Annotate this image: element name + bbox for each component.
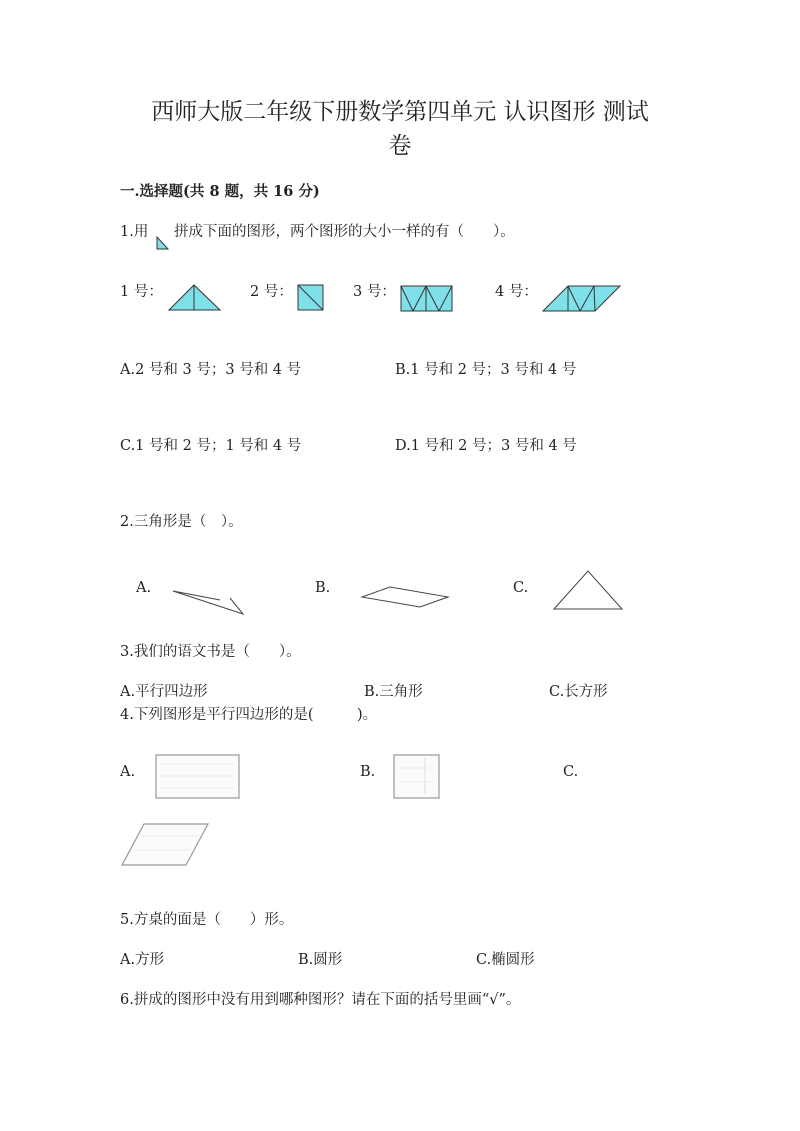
q3-option-c[interactable]: C.长方形	[549, 684, 608, 700]
q3-text: 3.我们的语文书是（ ）。	[120, 644, 301, 660]
q2-figure-c	[552, 569, 624, 611]
q5-option-c[interactable]: C.椭圆形	[476, 952, 535, 968]
q3-option-b[interactable]: B.三角形	[364, 684, 423, 700]
q6-text: 6.拼成的图形中没有用到哪种图形？请在下面的括号里画“√”。	[120, 992, 521, 1008]
page-title-line2: 卷	[388, 133, 412, 159]
page-title-line1: 西师大版二年级下册数学第四单元 认识图形 测试	[151, 99, 649, 125]
q1-figure-4	[542, 285, 622, 313]
q1-option-d[interactable]: D.1 号和 2 号；3 号和 4 号	[395, 438, 577, 454]
q2-figure-b	[360, 585, 450, 609]
q1-text: 拼成下面的图形，两个图形的大小一样的有（ ）。	[174, 224, 515, 240]
section-heading: 一.选择题(共 8 题，共 16 分)	[120, 183, 320, 200]
q5-option-a[interactable]: A.方形	[120, 952, 165, 968]
small-triangle-icon	[156, 236, 170, 250]
q2-option-c[interactable]: C.	[513, 580, 529, 596]
q1-fig2-label: 2 号：	[250, 284, 293, 300]
q4-figure-b	[393, 754, 441, 800]
q4-option-a[interactable]: A.	[120, 764, 136, 780]
q4-option-b[interactable]: B.	[360, 764, 376, 780]
q4-text: 4.下列图形是平行四边形的是( )。	[120, 707, 378, 723]
q1-option-a[interactable]: A.2 号和 3 号；3 号和 4 号	[120, 362, 302, 378]
q1-fig1-label: 1 号：	[120, 284, 163, 300]
q1-figure-2	[297, 284, 325, 312]
q1-fig4-label: 4 号：	[495, 284, 538, 300]
q5-text: 5.方桌的面是（ ）形。	[120, 912, 294, 928]
q2-option-b[interactable]: B.	[315, 580, 331, 596]
q3-option-a[interactable]: A.平行四边形	[120, 684, 208, 700]
q1-figure-3	[400, 285, 454, 313]
q1-prefix: 1.用	[120, 224, 149, 240]
q5-option-b[interactable]: B.圆形	[298, 952, 343, 968]
q4-figure-a	[155, 754, 241, 800]
q1-fig3-label: 3 号：	[353, 284, 396, 300]
q1-option-b[interactable]: B.1 号和 2 号；3 号和 4 号	[395, 362, 577, 378]
q4-option-c[interactable]: C.	[563, 764, 579, 780]
q1-figure-1	[168, 284, 222, 312]
q4-figure-c	[120, 822, 210, 868]
q1-option-c[interactable]: C.1 号和 2 号；1 号和 4 号	[120, 438, 302, 454]
q2-figure-a	[170, 588, 246, 616]
q2-text: 2.三角形是（ ）。	[120, 514, 243, 530]
q2-option-a[interactable]: A.	[136, 580, 152, 596]
